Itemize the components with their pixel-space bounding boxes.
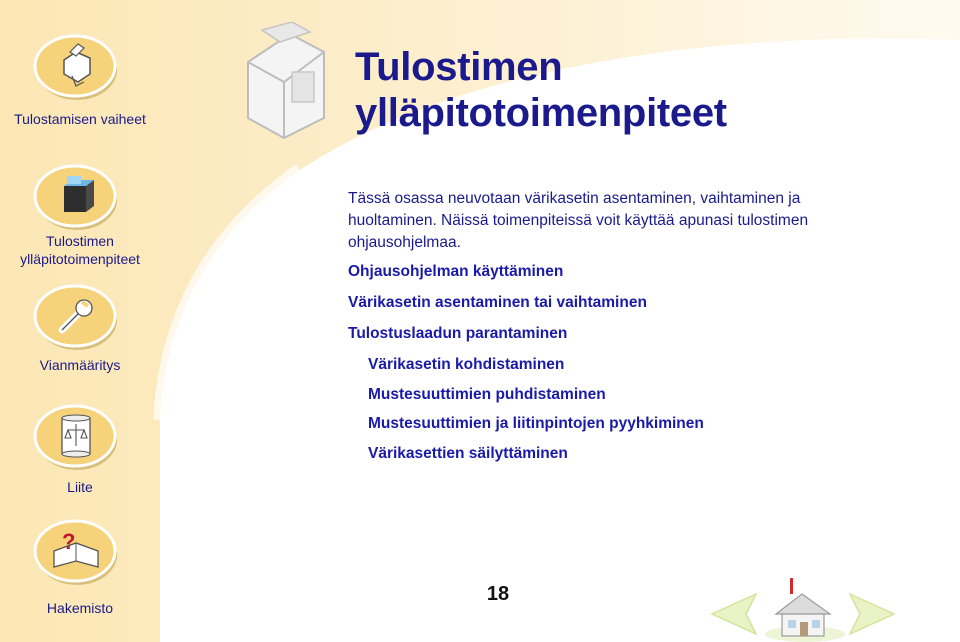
sidebar-item-label: Liite bbox=[67, 479, 93, 495]
sidebar-item-label: Tulostimen ylläpitotoimenpiteet bbox=[20, 233, 140, 267]
page-number: 18 bbox=[486, 583, 510, 605]
svg-text:?: ? bbox=[62, 529, 76, 554]
home-icon[interactable] bbox=[760, 578, 850, 642]
page-title-line-1: Tulostimen bbox=[355, 45, 563, 89]
question-book-icon bbox=[32, 515, 122, 589]
link-install-replace-cartridge[interactable]: Värikasetin asentaminen tai vaihtaminen bbox=[348, 294, 647, 311]
arrow-right-icon[interactable] bbox=[848, 590, 898, 638]
link-improve-print-quality[interactable]: Tulostuslaadun parantaminen bbox=[348, 325, 568, 342]
sidebar-item-index[interactable] bbox=[0, 515, 160, 625]
printer-cartridge-illustration bbox=[240, 22, 330, 140]
link-clean-nozzles[interactable]: Mustesuuttimien puhdistaminen bbox=[368, 386, 606, 403]
sidebar-item-label: Tulostamisen vaiheet bbox=[14, 111, 146, 127]
sidebar-item-printing-steps[interactable] bbox=[0, 30, 160, 130]
sidebar-item-appendix[interactable] bbox=[0, 400, 160, 500]
link-wipe-nozzles-contacts[interactable]: Mustesuuttimien ja liitinpintojen pyyhkiminen bbox=[368, 415, 704, 432]
ink-cartridge-icon bbox=[32, 160, 122, 234]
printer-icon bbox=[32, 30, 122, 104]
sidebar-item-label: Vianmääritys bbox=[39, 357, 121, 373]
sidebar-item-label: Hakemisto bbox=[46, 600, 114, 616]
scroll-scales-icon bbox=[32, 400, 122, 474]
page-title-line-2: ylläpitotoimenpiteet bbox=[355, 91, 727, 135]
link-align-cartridge[interactable]: Värikasetin kohdistaminen bbox=[368, 356, 565, 373]
link-using-control-software[interactable]: Ohjausohjelman käyttäminen bbox=[348, 263, 564, 280]
link-store-cartridges[interactable]: Värikasettien säilyttäminen bbox=[368, 445, 568, 462]
arrow-left-icon[interactable] bbox=[708, 590, 758, 638]
sidebar-item-troubleshooting[interactable] bbox=[0, 280, 160, 380]
sidebar-item-maintenance[interactable] bbox=[0, 160, 160, 270]
sidebar-nav bbox=[0, 0, 160, 642]
intro-paragraph: Tässä osassa neuvotaan värikasetin asentaminen, vaihtaminen ja huoltaminen. Näissä toimenpiteissä voit käyttää apunasi tulostimen ohjausohjelmaa. bbox=[348, 190, 809, 251]
wrench-icon bbox=[32, 280, 122, 354]
page-title bbox=[355, 44, 915, 136]
